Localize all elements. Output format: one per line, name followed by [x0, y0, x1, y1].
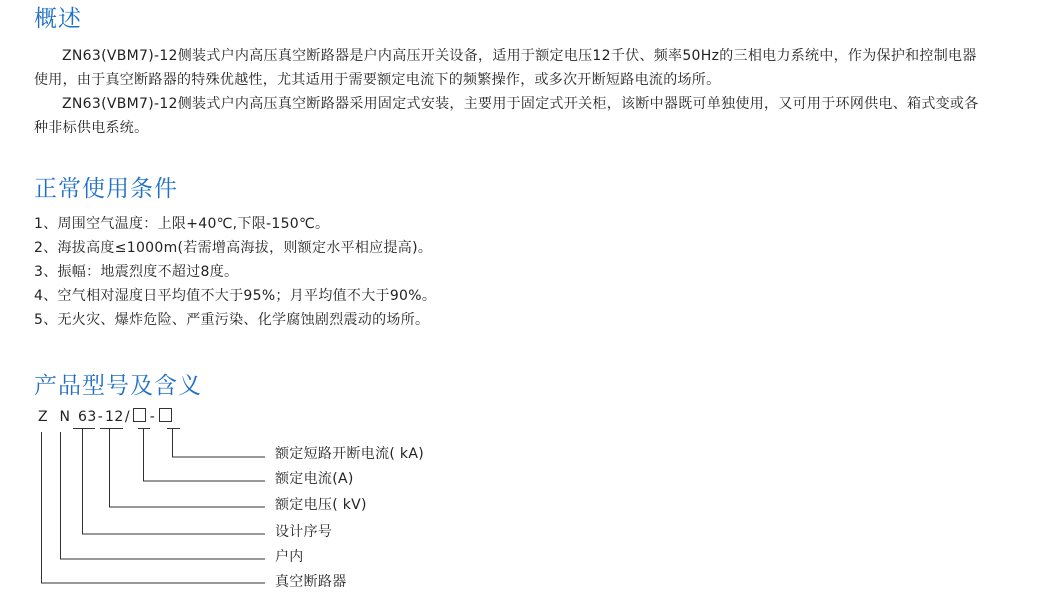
- overview-paragraph-2: ZN63(VBM7)-12侧装式户内高压真空断路器采用固定式安装，主要用于固定式开关柜，该断中器既可单独使用，又可用于环网供电、箱式变或各种非标供电系统。: [34, 96, 979, 136]
- line-breaking: [167, 429, 265, 458]
- overview-paragraph-1: ZN63(VBM7)-12侧装式户内高压真空断路器是户内高压开关设备，适用于额定电压12千伏、频率50Hz的三相电力系统中，作为保护和控制电器使用，由于真空断路器的特殊优越性，尤其适用于需要额定电流下的频繁操作，或多次开断短路电流的场所。: [34, 48, 977, 88]
- line-indoor: [61, 432, 266, 559]
- meaning-vacuum-breaker: 真空断路器: [275, 574, 347, 590]
- meaning-rated-current: 额定电流(A): [275, 471, 354, 487]
- code-dash-2: -: [149, 409, 156, 425]
- condition-item-3: 3、振幅：地震烈度不超过8度。: [34, 264, 239, 280]
- code-n: N: [59, 409, 71, 425]
- code-series: 63: [78, 409, 97, 425]
- condition-item-5: 5、无火灾、爆炸危险、严重污染、化学腐蚀剧烈震动的场所。: [34, 312, 430, 328]
- meaning-design-number: 设计序号: [275, 524, 333, 540]
- overview-title: 概述: [34, 6, 82, 32]
- code-slash: /: [124, 409, 131, 425]
- meaning-rated-voltage: 额定电压( kV): [275, 497, 367, 513]
- conditions-title: 正常使用条件: [34, 176, 178, 202]
- meaning-breaking-current: 额定短路开断电流( kA): [275, 446, 424, 462]
- line-current: [138, 429, 265, 482]
- line-voltage: [100, 429, 265, 508]
- code-voltage: 12: [105, 409, 124, 425]
- condition-item-1: 1、周围空气温度：上限+40℃,下限-150℃。: [34, 216, 330, 232]
- condition-item-2: 2、海拔高度≤1000m(若需增高海拔，则额定水平相应提高)。: [34, 240, 433, 256]
- meaning-indoor: 户内: [275, 549, 304, 565]
- model-title: 产品型号及含义: [34, 373, 202, 399]
- condition-item-4: 4、空气相对湿度日平均值不大于95%；月平均值不大于90%。: [34, 288, 437, 304]
- code-dash-1: -: [97, 409, 104, 425]
- code-z: Z: [37, 409, 49, 425]
